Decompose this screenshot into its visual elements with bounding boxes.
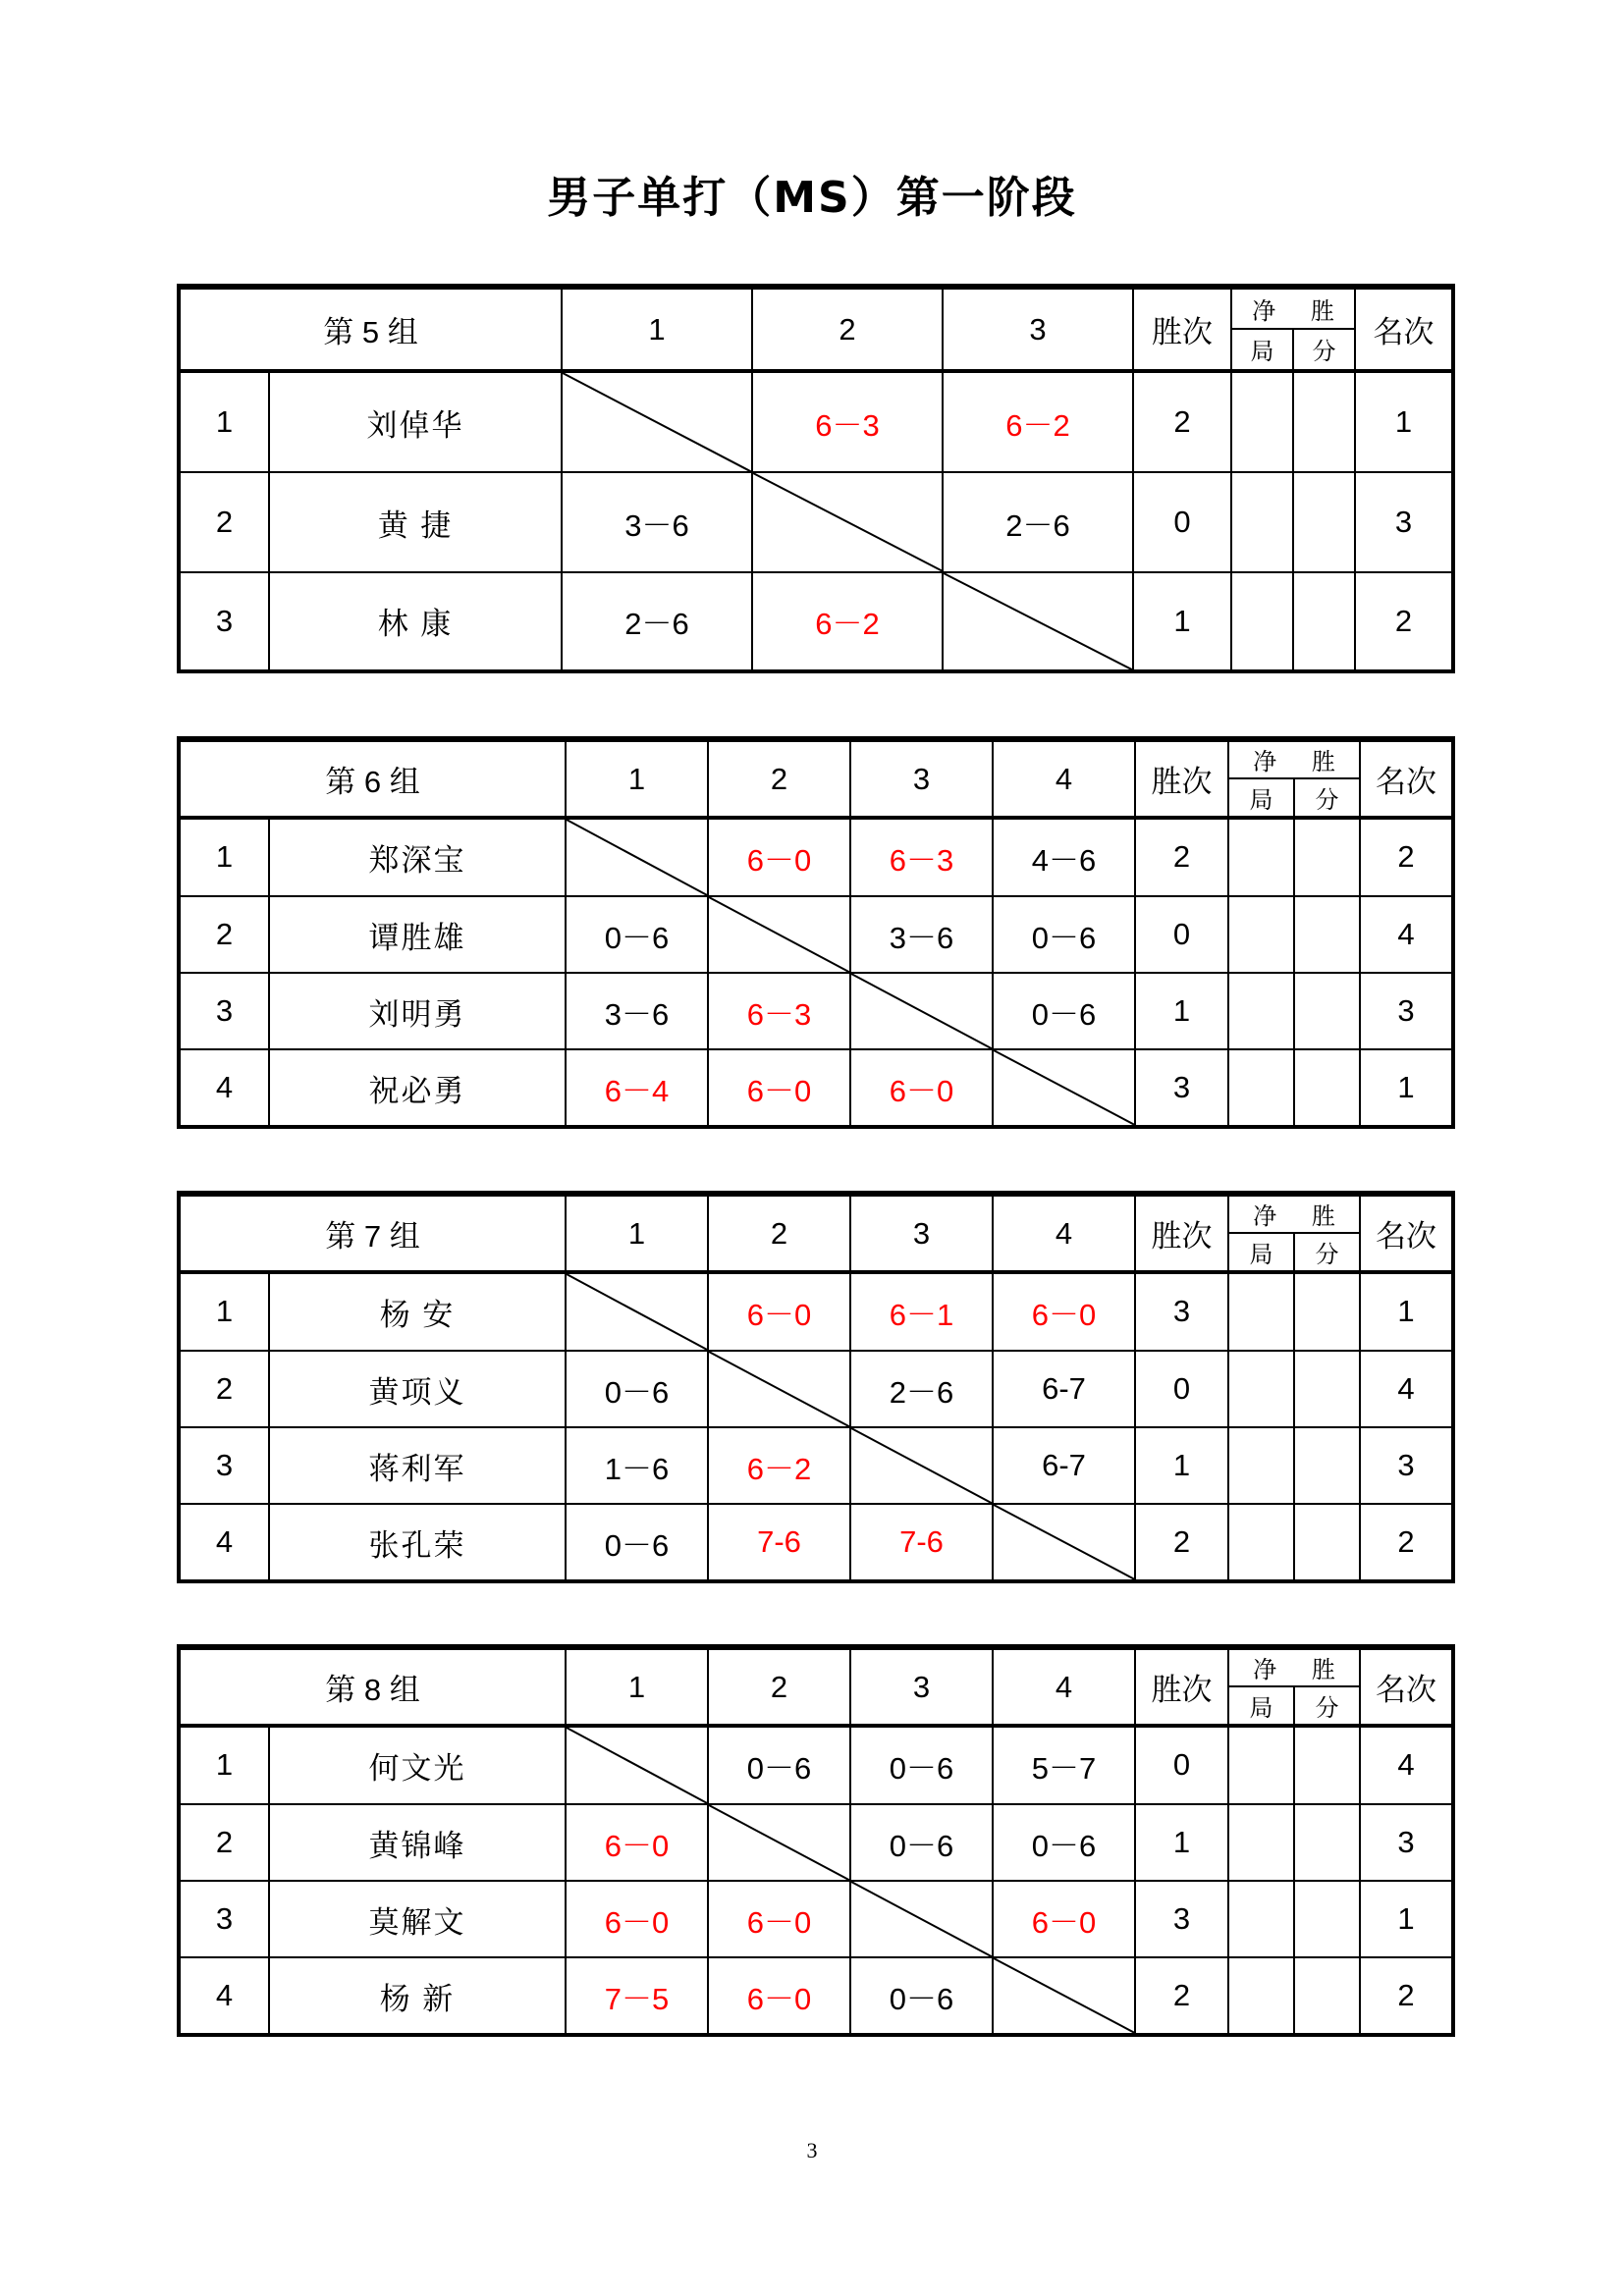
diagonal-line [567, 820, 707, 895]
column-header: 3 [850, 741, 993, 818]
net-points-cell [1293, 572, 1355, 669]
diagonal-line [851, 974, 992, 1048]
diagonal-cell [566, 1726, 708, 1804]
player-name: 林 康 [269, 572, 562, 669]
diagonal-line [753, 473, 942, 570]
table-row [181, 371, 1451, 472]
diagonal-line [994, 1505, 1134, 1579]
score-cell: 7－5 [566, 1957, 708, 2033]
column-header: 4 [993, 741, 1135, 818]
score-cell: 6－0 [708, 1881, 850, 1957]
player-name: 黄锦峰 [269, 1804, 566, 1881]
player-name: 莫解文 [269, 1881, 566, 1957]
score-cell: 6－0 [708, 1049, 850, 1125]
net-games-cell [1228, 1726, 1294, 1804]
wins-count: 1 [1135, 1427, 1228, 1504]
net-games-cell [1228, 818, 1294, 896]
table-row [181, 472, 1451, 571]
net-games-cell [1231, 472, 1293, 571]
net-win-label: 净 胜 [1229, 1650, 1359, 1687]
rank-cell: 2 [1355, 572, 1451, 669]
rank-header: 名次 [1360, 741, 1451, 818]
player-number: 2 [181, 1804, 269, 1881]
player-name: 黄 捷 [269, 472, 562, 571]
column-header: 1 [566, 1196, 708, 1272]
score-cell: 7-6 [708, 1504, 850, 1579]
rank-cell: 4 [1360, 896, 1451, 973]
player-number: 1 [181, 818, 269, 896]
score-cell: 3－6 [850, 896, 993, 973]
net-games-cell [1228, 1049, 1294, 1125]
player-number: 4 [181, 1504, 269, 1579]
player-name: 何文光 [269, 1726, 566, 1804]
rank-cell: 4 [1360, 1351, 1451, 1427]
rank-header: 名次 [1360, 1196, 1451, 1272]
net-win-label: 净 胜 [1232, 290, 1354, 330]
wins-count: 0 [1135, 1351, 1228, 1427]
group-label: 第 6 组 [181, 741, 566, 818]
diagonal-cell [850, 1881, 993, 1957]
net-games-cell [1228, 1881, 1294, 1957]
wins-header: 胜次 [1133, 289, 1231, 371]
score-cell: 2－6 [943, 472, 1133, 571]
player-name: 黄项义 [269, 1351, 566, 1427]
score-cell: 0－6 [566, 896, 708, 973]
wins-count: 1 [1135, 973, 1228, 1049]
net-points-cell [1294, 1804, 1360, 1881]
wins-header: 胜次 [1135, 1196, 1228, 1272]
net-games-cell [1231, 371, 1293, 472]
rank-cell: 1 [1360, 1272, 1451, 1351]
group-table-6 [177, 736, 1455, 1129]
diagonal-line [851, 1882, 992, 1956]
score-cell: 6－0 [566, 1804, 708, 1881]
net-win-label: 净 胜 [1229, 742, 1359, 779]
diagonal-line [944, 573, 1132, 669]
diagonal-cell [752, 472, 943, 571]
net-points-label: 分 [1315, 1240, 1339, 1268]
wins-count: 0 [1135, 1726, 1228, 1804]
score-cell: 6－0 [850, 1049, 993, 1125]
rank-header: 名次 [1355, 289, 1451, 371]
score-cell: 6-7 [993, 1427, 1135, 1504]
diagonal-line [563, 373, 751, 471]
table-row [181, 1957, 1451, 2033]
score-cell: 6－0 [708, 1957, 850, 2033]
group-table-7 [177, 1191, 1455, 1583]
diagonal-line [567, 1274, 707, 1350]
net-points-cell [1294, 1351, 1360, 1427]
score-cell: 2－6 [562, 572, 752, 669]
table-row [181, 1881, 1451, 1957]
net-points-cell [1294, 1881, 1360, 1957]
net-points-cell [1293, 371, 1355, 472]
player-number: 1 [181, 1726, 269, 1804]
table-row [181, 818, 1451, 896]
diagonal-cell [993, 1504, 1135, 1579]
score-cell: 6－0 [993, 1272, 1135, 1351]
net-games-cell [1228, 1504, 1294, 1579]
net-points-cell [1294, 1726, 1360, 1804]
diagonal-line [709, 1352, 849, 1426]
score-cell: 6－0 [566, 1881, 708, 1957]
wins-count: 2 [1135, 1957, 1228, 2033]
net-points-label: 分 [1315, 1693, 1339, 1722]
rank-cell: 1 [1355, 371, 1451, 472]
wins-count: 1 [1133, 572, 1231, 669]
net-points-cell [1294, 1504, 1360, 1579]
net-points-label: 分 [1315, 785, 1339, 814]
score-cell: 3－6 [566, 973, 708, 1049]
column-header: 2 [708, 1649, 850, 1726]
net-games-cell [1228, 1272, 1294, 1351]
net-points-label: 分 [1312, 338, 1336, 366]
net-win-header [1228, 1196, 1360, 1272]
score-cell: 6－0 [993, 1881, 1135, 1957]
column-header: 3 [850, 1649, 993, 1726]
player-name: 郑深宝 [269, 818, 566, 896]
group-table-5 [177, 284, 1455, 673]
score-cell: 0－6 [850, 1804, 993, 1881]
rank-cell: 3 [1355, 472, 1451, 571]
net-games-cell [1228, 973, 1294, 1049]
player-name: 刘明勇 [269, 973, 566, 1049]
net-win-header [1231, 289, 1355, 371]
table-row [181, 973, 1451, 1049]
wins-count: 0 [1133, 472, 1231, 571]
table-row [181, 1726, 1451, 1804]
score-cell: 0－6 [708, 1726, 850, 1804]
player-name: 杨 新 [269, 1957, 566, 2033]
player-name: 蒋利军 [269, 1427, 566, 1504]
wins-count: 3 [1135, 1049, 1228, 1125]
diagonal-cell [943, 572, 1133, 669]
player-number: 2 [181, 896, 269, 973]
player-number: 3 [181, 1427, 269, 1504]
table-row [181, 1049, 1451, 1125]
diagonal-cell [566, 1272, 708, 1351]
player-number: 3 [181, 973, 269, 1049]
player-name: 刘倬华 [269, 371, 562, 472]
wins-header: 胜次 [1135, 1649, 1228, 1726]
diagonal-cell [562, 371, 752, 472]
rank-cell: 2 [1360, 1957, 1451, 2033]
diagonal-cell [566, 818, 708, 896]
score-cell: 0－6 [850, 1957, 993, 2033]
net-points-cell [1294, 1427, 1360, 1504]
score-cell: 2－6 [850, 1351, 993, 1427]
net-games-cell [1228, 1427, 1294, 1504]
page-title: 男子单打（MS）第一阶段 [547, 173, 1077, 223]
column-header: 2 [752, 289, 943, 371]
wins-count: 1 [1135, 1804, 1228, 1881]
net-games-label: 局 [1229, 1687, 1295, 1725]
score-cell: 0－6 [566, 1351, 708, 1427]
diagonal-line [851, 1428, 992, 1503]
player-name: 张孔荣 [269, 1504, 566, 1579]
net-games-cell [1228, 896, 1294, 973]
player-name: 谭胜雄 [269, 896, 566, 973]
net-games-label: 局 [1229, 1234, 1295, 1271]
player-number: 2 [181, 472, 269, 571]
score-cell: 0－6 [993, 973, 1135, 1049]
page-number: 3 [806, 2138, 818, 2163]
player-name: 杨 安 [269, 1272, 566, 1351]
table-row [181, 1427, 1451, 1504]
score-cell: 6-7 [993, 1351, 1135, 1427]
net-games-label: 局 [1229, 779, 1295, 817]
diagonal-line [567, 1728, 707, 1803]
score-cell: 7-6 [850, 1504, 993, 1579]
player-number: 4 [181, 1957, 269, 2033]
score-cell: 6－3 [708, 973, 850, 1049]
table-row [181, 896, 1451, 973]
net-games-cell [1228, 1957, 1294, 2033]
score-cell: 6－0 [708, 1272, 850, 1351]
score-cell: 5－7 [993, 1726, 1135, 1804]
score-cell: 4－6 [993, 818, 1135, 896]
score-cell: 3－6 [562, 472, 752, 571]
diagonal-cell [993, 1049, 1135, 1125]
rank-cell: 2 [1360, 1504, 1451, 1579]
rank-cell: 4 [1360, 1726, 1451, 1804]
player-number: 3 [181, 572, 269, 669]
diagonal-cell [708, 1804, 850, 1881]
net-games-cell [1228, 1351, 1294, 1427]
net-points-cell [1294, 1049, 1360, 1125]
wins-count: 0 [1135, 896, 1228, 973]
diagonal-cell [708, 1351, 850, 1427]
net-points-cell [1294, 1957, 1360, 2033]
score-cell: 6－3 [752, 371, 943, 472]
player-number: 2 [181, 1351, 269, 1427]
net-games-cell [1228, 1804, 1294, 1881]
column-header: 1 [562, 289, 752, 371]
column-header: 4 [993, 1196, 1135, 1272]
score-cell: 0－6 [850, 1726, 993, 1804]
score-cell: 0－6 [993, 1804, 1135, 1881]
rank-cell: 3 [1360, 1804, 1451, 1881]
net-win-header [1228, 741, 1360, 818]
rank-cell: 2 [1360, 818, 1451, 896]
wins-count: 2 [1133, 371, 1231, 472]
player-number: 4 [181, 1049, 269, 1125]
score-cell: 6－2 [708, 1427, 850, 1504]
net-games-label: 局 [1232, 330, 1294, 370]
group-table-8 [177, 1644, 1455, 2037]
group-label: 第 8 组 [181, 1649, 566, 1726]
net-points-cell [1294, 973, 1360, 1049]
player-name: 祝必勇 [269, 1049, 566, 1125]
score-cell: 6－3 [850, 818, 993, 896]
net-points-cell [1294, 818, 1360, 896]
table-row [181, 1804, 1451, 1881]
net-points-cell [1294, 1272, 1360, 1351]
wins-count: 3 [1135, 1272, 1228, 1351]
wins-count: 2 [1135, 818, 1228, 896]
score-cell: 6－4 [566, 1049, 708, 1125]
rank-cell: 1 [1360, 1881, 1451, 1957]
score-cell: 6－1 [850, 1272, 993, 1351]
net-win-header [1228, 1649, 1360, 1726]
rank-cell: 3 [1360, 1427, 1451, 1504]
table-row [181, 572, 1451, 669]
column-header: 3 [850, 1196, 993, 1272]
table-row [181, 1272, 1451, 1351]
diagonal-cell [708, 896, 850, 973]
net-points-cell [1294, 896, 1360, 973]
score-cell: 1－6 [566, 1427, 708, 1504]
diagonal-line [709, 897, 849, 972]
rank-cell: 3 [1360, 973, 1451, 1049]
diagonal-cell [993, 1957, 1135, 2033]
score-cell: 0－6 [993, 896, 1135, 973]
group-label: 第 5 组 [181, 289, 562, 371]
wins-count: 3 [1135, 1881, 1228, 1957]
diagonal-line [994, 1958, 1134, 2033]
player-number: 1 [181, 371, 269, 472]
score-cell: 0－6 [566, 1504, 708, 1579]
table-row [181, 1351, 1451, 1427]
wins-count: 2 [1135, 1504, 1228, 1579]
table-row [181, 1504, 1451, 1579]
wins-header: 胜次 [1135, 741, 1228, 818]
player-number: 1 [181, 1272, 269, 1351]
diagonal-line [709, 1805, 849, 1880]
score-cell: 6－2 [943, 371, 1133, 472]
rank-header: 名次 [1360, 1649, 1451, 1726]
column-header: 1 [566, 741, 708, 818]
rank-cell: 1 [1360, 1049, 1451, 1125]
column-header: 4 [993, 1649, 1135, 1726]
net-win-label: 净 胜 [1229, 1197, 1359, 1234]
score-cell: 6－0 [708, 818, 850, 896]
column-header: 2 [708, 741, 850, 818]
player-number: 3 [181, 1881, 269, 1957]
net-games-cell [1231, 572, 1293, 669]
net-points-cell [1293, 472, 1355, 571]
diagonal-line [994, 1050, 1134, 1125]
group-label: 第 7 组 [181, 1196, 566, 1272]
column-header: 2 [708, 1196, 850, 1272]
column-header: 3 [943, 289, 1133, 371]
diagonal-cell [850, 1427, 993, 1504]
column-header: 1 [566, 1649, 708, 1726]
diagonal-cell [850, 973, 993, 1049]
score-cell: 6－2 [752, 572, 943, 669]
